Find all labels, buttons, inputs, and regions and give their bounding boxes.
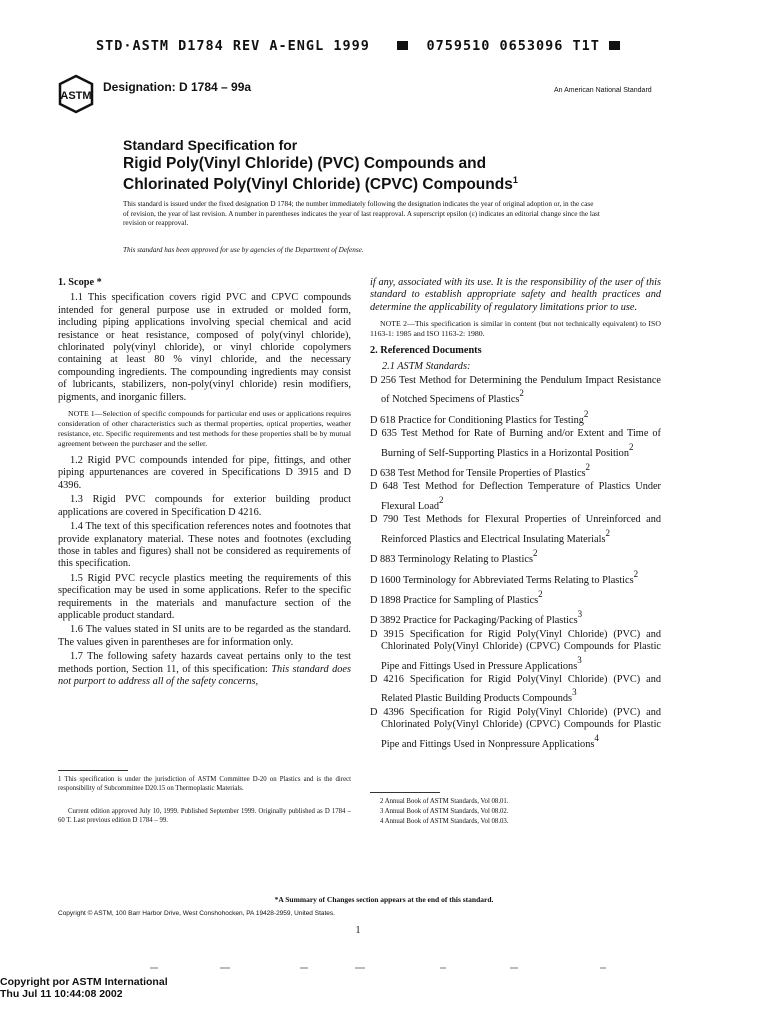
document-header-code xyxy=(96,38,620,54)
summary-of-changes-note: *A Summary of Changes section appears at the end of this standard. xyxy=(274,895,494,904)
page-number: 1 xyxy=(355,925,361,936)
copyright-line: Copyright © ASTM, 100 Barr Harbor Drive, West Conshohocken, PA 19428-2959, United States. xyxy=(58,910,335,917)
reference-list xyxy=(370,375,661,751)
reference-item xyxy=(370,375,661,407)
designation: Designation: D 1784 – 99a xyxy=(103,80,252,94)
reference-item xyxy=(370,408,661,427)
paragraph-1-2: 1.2 Rigid PVC compounds intended for pipe, fittings, and other piping appurtenances are covered in Specifications D 3915 and D 4396. xyxy=(58,455,351,491)
title-line-1: Standard Specification for xyxy=(123,137,298,153)
footnote-edition: Current edition approved July 10, 1999. Published September 1999. Originally published as D 1784 – 60 T. Last previous edition D 1784 – 99. xyxy=(58,808,351,824)
reference-footnote-mark: 2 xyxy=(519,388,524,399)
paragraph-1-3: 1.3 Rigid PVC compounds for exterior building product applications are covered in Specification D 4216. xyxy=(58,494,351,518)
reference-footnote-mark: 4 xyxy=(594,732,599,743)
reference-text: D 3915 Specification for Rigid Poly(Vinyl Chloride) (PVC) and Chlorinated Poly(Vinyl Chloride) (CPVC) Compounds for Plastic Pipe and Fittings Used in Pressure Applications xyxy=(370,628,661,672)
footnote-rule xyxy=(58,770,128,771)
left-column xyxy=(58,277,351,690)
scan-artifact-dashes xyxy=(150,966,710,970)
footnote-2: 2 Annual Book of ASTM Standards, Vol 08.01. xyxy=(380,798,509,805)
barcode-block-icon xyxy=(397,41,408,50)
title-line-3-text: Chlorinated Poly(Vinyl Chloride) (CPVC) Compounds xyxy=(123,176,513,193)
reference-text: D 648 Test Method for Deflection Temperature of Plastics Under Flexural Load xyxy=(370,481,661,512)
reference-footnote-mark: 2 xyxy=(605,527,610,538)
reference-footnote-mark: 2 xyxy=(583,408,589,419)
reference-item xyxy=(370,707,661,751)
reference-footnote-mark: 3 xyxy=(572,687,577,698)
reference-text: D 3892 Practice for Packaging/Packing of Plastics xyxy=(370,615,578,627)
paragraph-1-7 xyxy=(58,651,351,688)
dod-approval-note: This standard has been approved for use by agencies of the Department of Defense. xyxy=(123,246,364,254)
reference-text: D 790 Test Methods for Flexural Properties of Unreinforced and Reinforced Plastics and Electrical Insulating Materials xyxy=(370,514,661,545)
astm-standards-label xyxy=(370,361,661,373)
header-code-text: STD·ASTM D1784 REV A-ENGL 1999 xyxy=(96,38,370,54)
paragraph-1-7-text: 1.7 The following safety hazards caveat pertains only to the test methods portion, Section 11, of this specification: xyxy=(58,651,351,675)
reference-footnote-mark: 3 xyxy=(577,609,583,620)
note-2: NOTE 2—This specification is similar in content (but not technically equivalent) to ISO 1163-1: 1985 and ISO 1163-2: 1980. xyxy=(370,319,661,339)
logo-text: ASTM xyxy=(60,90,92,102)
reference-footnote-mark: 2 xyxy=(439,494,444,505)
reference-item xyxy=(370,674,661,706)
reference-item xyxy=(370,461,661,480)
reference-item xyxy=(370,568,661,587)
scan-copyright-line-2: Thu Jul 11 10:44:08 2002 xyxy=(0,988,123,1000)
right-column xyxy=(370,277,661,752)
title-line-2: Rigid Poly(Vinyl Chloride) (PVC) Compounds and xyxy=(123,155,487,172)
reference-footnote-mark: 2 xyxy=(633,568,639,579)
reference-text: D 618 Practice for Conditioning Plastics for Testing xyxy=(370,414,584,426)
safety-caveat-italic: This standard does not purport to address all of the safety concerns, xyxy=(58,663,351,687)
document-title xyxy=(123,137,593,193)
astm-logo-icon xyxy=(58,74,94,114)
reference-item xyxy=(370,629,661,673)
american-national-standard-label: An American National Standard xyxy=(554,87,652,94)
referenced-documents-heading: 2. Referenced Documents xyxy=(370,345,482,357)
barcode-text: 0759510 0653096 T1T xyxy=(426,38,600,54)
paragraph-1-5: 1.5 Rigid PVC recycle plastics meeting the requirements of this specification may be used in some applications. Refer to the specific requirements in the materials and manufacture section of the applicable product standard. xyxy=(58,572,351,621)
reference-text: D 883 Terminology Relating to Plastics xyxy=(370,554,533,566)
footnote-rule xyxy=(370,792,440,793)
scope-heading: 1. Scope * xyxy=(58,277,102,288)
title-line-3 xyxy=(123,172,593,193)
title-footnote-mark: 1 xyxy=(512,175,518,185)
paragraph-1-1: 1.1 This specification covers rigid PVC and CPVC compounds intended for general purpose use in extruded or molded form, including piping applications involving special chemical and acid resistance or heat resistance, composed of poly(vinyl chloride), chlorinated poly(vinyl chloride), or vinyl chloride copolymers containing at least 80 % vinyl chloride, and the necessary compounding ingredients. The compounding ingredients may consist of lubricants, stabilizers, non-poly(vinyl chloride) resin modifiers, pigments, and inorganic fillers. xyxy=(58,292,351,403)
issued-note: This standard is issued under the fixed designation D 1784; the number immediately following the designation indicates the year of original adoption or, in the case of revision, the year of last revision. A number in parentheses indicates the year of last reapproval. A superscript epsilon (ε) indicates an editorial change since the last revision or reapproval. xyxy=(123,200,600,227)
footnote-4: 4 Annual Book of ASTM Standards, Vol 08.03. xyxy=(380,818,509,825)
reference-item xyxy=(370,514,661,546)
reference-item xyxy=(370,588,661,607)
scan-copyright-stamp xyxy=(0,976,168,1000)
reference-footnote-mark: 3 xyxy=(577,654,582,665)
note-1: NOTE 1—Selection of specific compounds for particular end uses or applications requires consideration of other characteristics such as thermal properties, optical properties, weather resistance, etc. Specific requirements and test methods for these properties shall be by mutual agreement between the purchaser and the seller. xyxy=(58,409,351,449)
astm-standards-text: 2.1 ASTM Standards: xyxy=(382,360,471,372)
reference-text: D 1898 Practice for Sampling of Plastics xyxy=(370,594,539,606)
reference-footnote-mark: 2 xyxy=(532,548,538,559)
reference-text: D 638 Test Method for Tensile Properties of Plastics xyxy=(370,468,586,480)
reference-item xyxy=(370,481,661,513)
reference-text: D 4396 Specification for Rigid Poly(Vinyl Chloride) (PVC) and Chlorinated Poly(Vinyl Chloride) (CPVC) Compounds for Plastic Pipe and Fittings Used in Nonpressure Applications xyxy=(370,706,661,750)
reference-item xyxy=(370,608,661,627)
reference-text: D 256 Test Method for Determining the Pendulum Impact Resistance of Notched Specimens of Plastics xyxy=(370,375,661,406)
reference-footnote-mark: 2 xyxy=(538,588,543,599)
barcode-block-icon xyxy=(609,41,620,50)
reference-text: D 635 Test Method for Rate of Burning and/or Extent and Time of Burning of Self-Supporting Plastics in a Horizontal Position xyxy=(370,428,661,459)
paragraph-1-4: 1.4 The text of this specification references notes and footnotes that provide explanatory material. These notes and footnotes (excluding those in tables and figures) shall not be considered as requirements of this specification. xyxy=(58,521,351,570)
reference-footnote-mark: 2 xyxy=(585,462,591,473)
reference-item xyxy=(370,547,661,566)
reference-item xyxy=(370,428,661,460)
reference-text: D 4216 Specification for Rigid Poly(Vinyl Chloride) (PVC) and Related Plastic Building Products Compounds xyxy=(370,673,661,705)
scan-copyright-line-1: Copyright por ASTM International xyxy=(0,976,168,988)
reference-footnote-mark: 2 xyxy=(628,441,634,452)
footnote-3: 3 Annual Book of ASTM Standards, Vol 08.02. xyxy=(380,808,509,815)
safety-caveat-continued: if any, associated with its use. It is the responsibility of the user of this standard to establish appropriate safety and health practices and determine the applicability of regulatory limitations prior to use. xyxy=(370,277,661,313)
footnote-1: 1 This specification is under the jurisdiction of ASTM Committee D-20 on Plastics and is the direct responsibility of Subcommittee D20.15 on Thermoplastic Materials. xyxy=(58,776,351,792)
paragraph-1-6: 1.6 The values stated in SI units are to be regarded as the standard. The values given in parentheses are for information only. xyxy=(58,624,351,648)
reference-text: D 1600 Terminology for Abbreviated Terms Relating to Plastics xyxy=(370,574,634,586)
